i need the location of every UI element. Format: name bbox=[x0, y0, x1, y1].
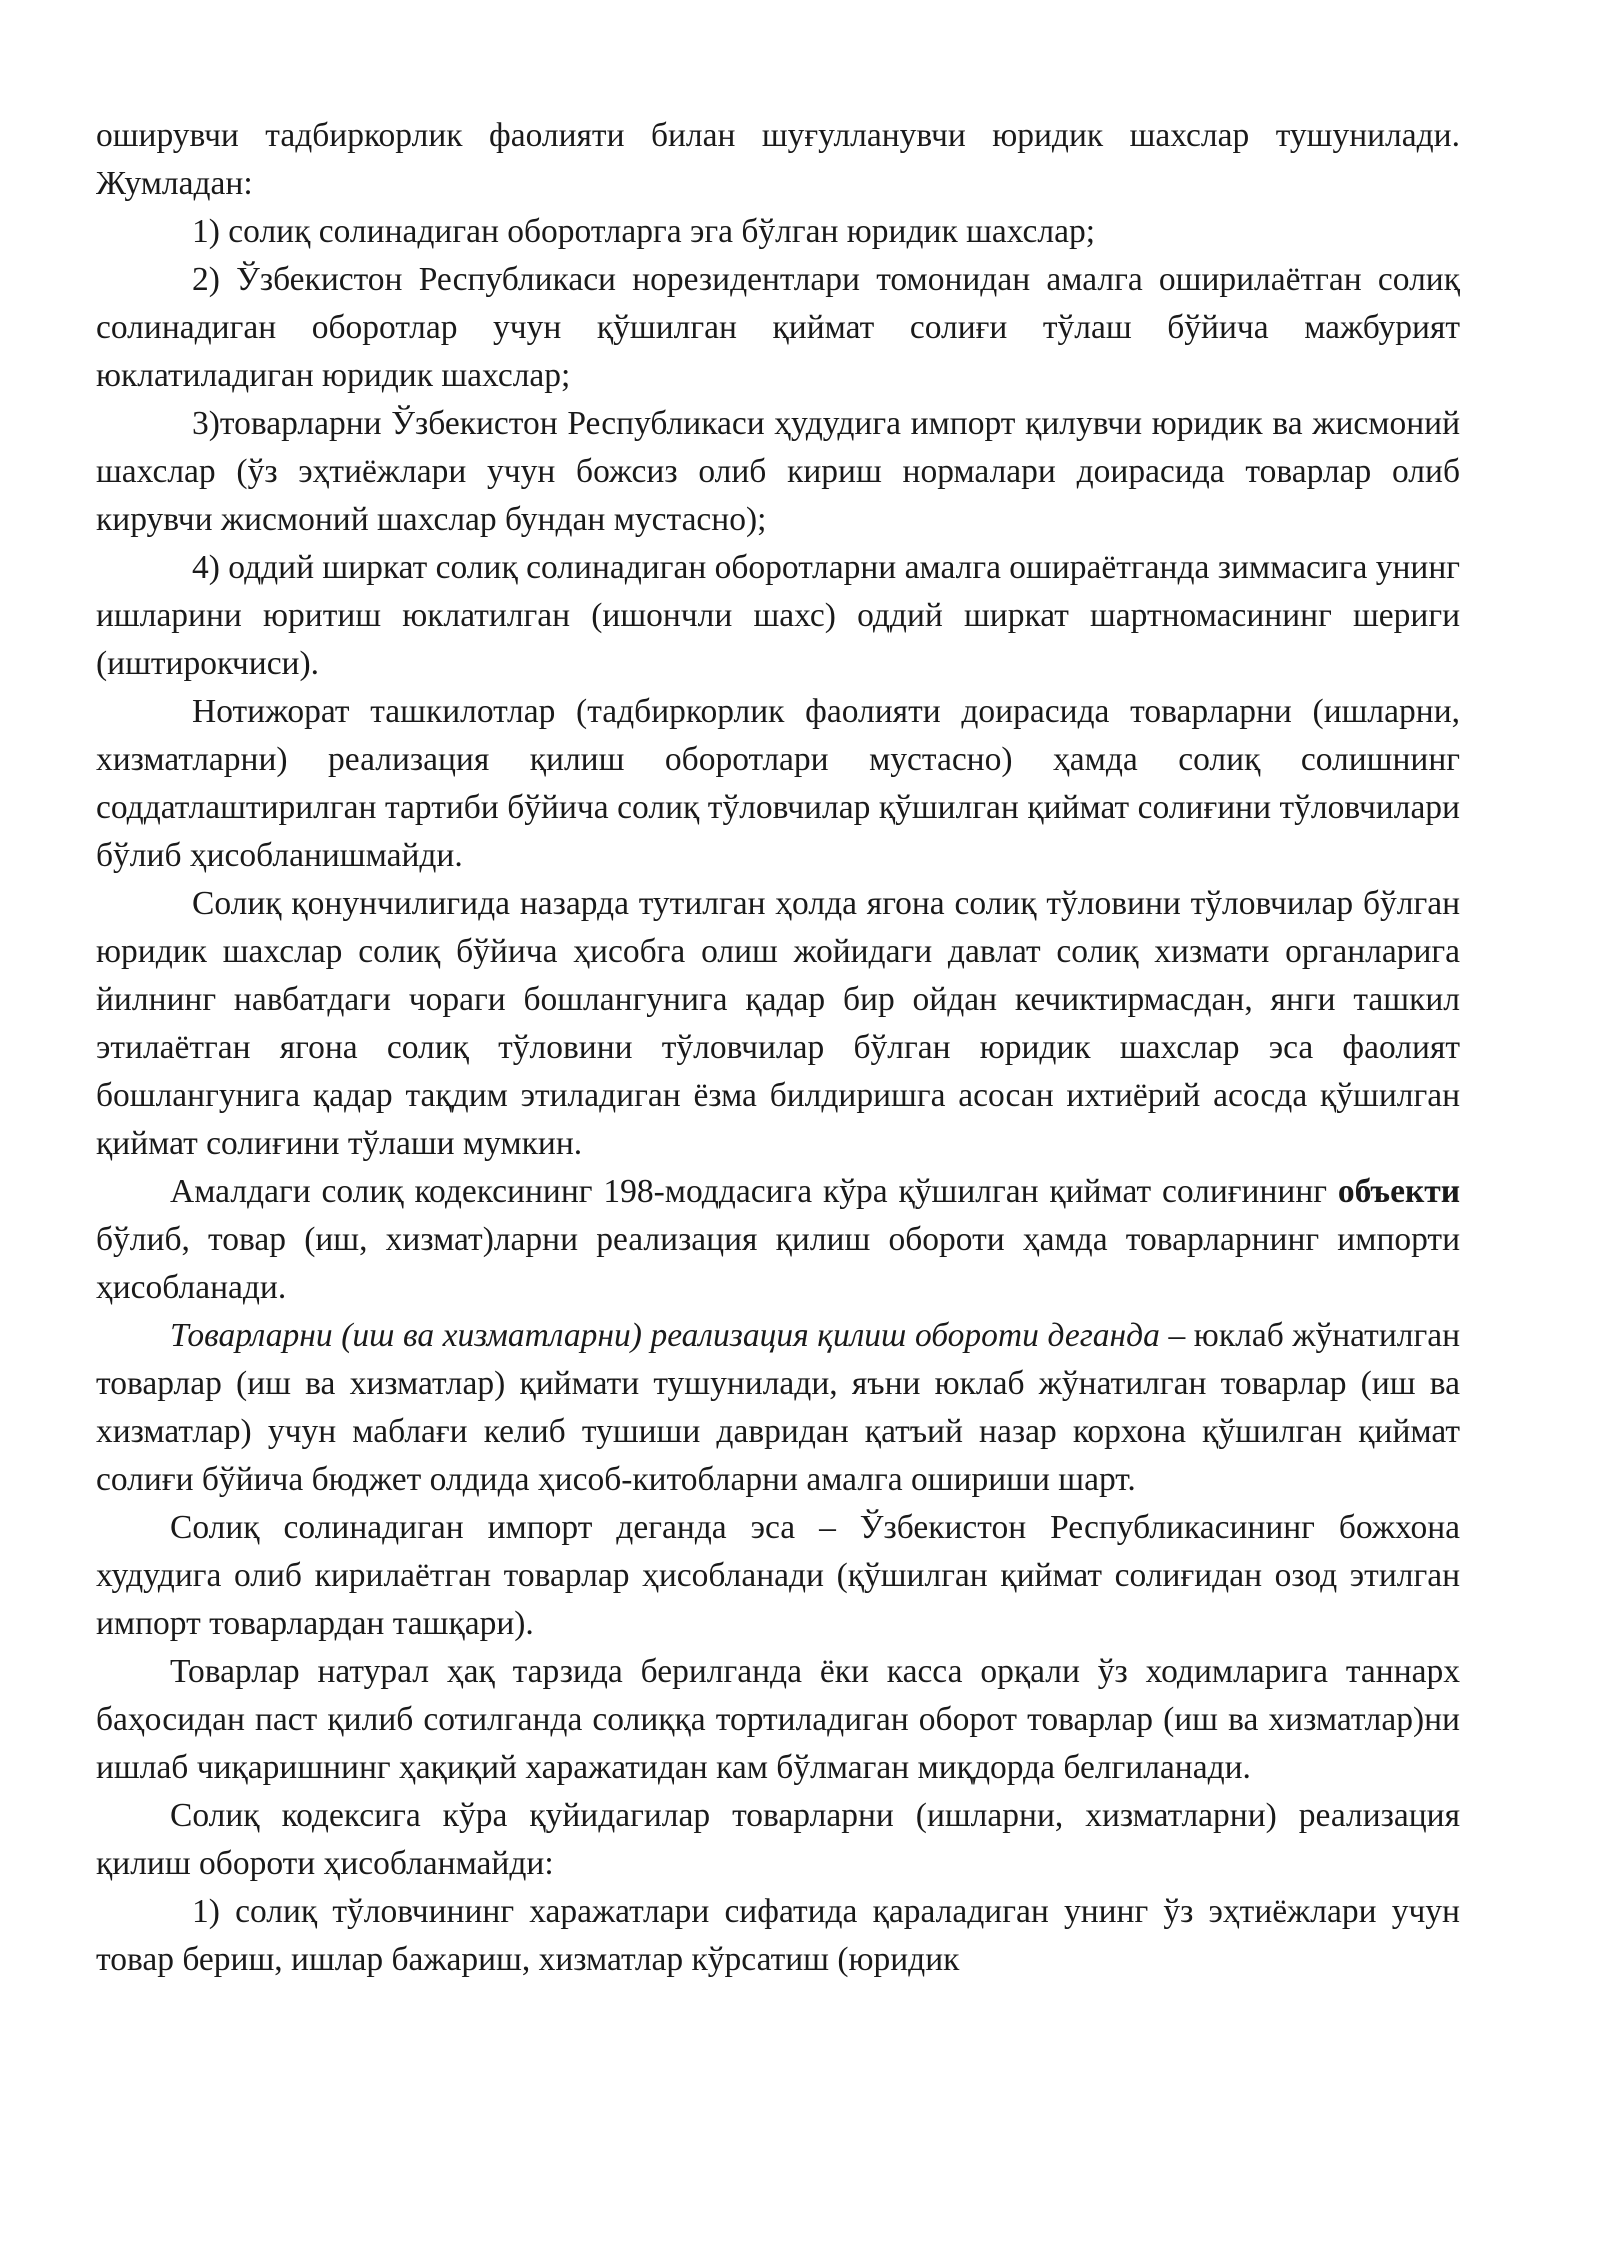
paragraph-turnover-definition bbox=[96, 1312, 1460, 1504]
list-item-4: 4) оддий ширкат солиқ солинадиган оборотларни амалга ошираётганда зиммасига унинг ишларини юритиш юклатилган (ишончли шахс) оддий ширкат шартномасининг шериги (иштирокчиси). bbox=[96, 549, 1460, 682]
paragraph-nonprofit: Нотижорат ташкилотлар (тадбиркорлик фаолияти доирасида товарларни (ишларни, хизматларни) реализация қилиш оборотлари мустасно) ҳамда солиқ солишнинг соддатлаштирилган тартиби бўйича солиқ тўловчилар қўшилган қиймат солиғини тўловчилари бўлиб ҳисобланишмайди. bbox=[96, 693, 1460, 874]
turnover-definition-text: – юклаб жўнатилган товарлар (иш ва хизматлар) қиймати тушунилади, яъни юклаб жўнатилган товарлар (иш ва хизматлар) учун маблағи келиб тушиши давридан қатъий назар корхона қўшилган қиймат солиғи бўйича бюджет олдида ҳисоб-китобларни амалга ошириши шарт. bbox=[96, 1317, 1460, 1498]
paragraph-taxable-import: Солиқ солинадиган импорт деганда эса – Ўзбекистон Республикасининг божхона худудига олиб кирилаётган товарлар ҳисобланади (қўшилган қиймат солиғидан озод этилган импорт товарлардан ташқари). bbox=[96, 1509, 1460, 1642]
tax-object-pre: Амалдаги солиқ кодексининг 198-моддасига кўра қўшилган қиймат солиғининг bbox=[170, 1173, 1338, 1210]
document-page bbox=[96, 112, 1460, 1984]
tax-object-term: объекти bbox=[1337, 1173, 1460, 1210]
list-item-3: 3)товарларни Ўзбекистон Республикаси ҳудудига импорт қилувчи юридик ва жисмоний шахслар (ўз эҳтиёжлари учун божсиз олиб кириш нормалари доирасида товарлар олиб кирувчи жисмоний шахслар бундан мустасно); bbox=[96, 405, 1460, 538]
paragraph-natural-payment: Товарлар натурал ҳақ тарзида берилганда ёки касса орқали ўз ходимларига таннарх баҳосидан паст қилиб сотилганда солиққа тортиладиган оборот товарлар (иш ва хизматлар)ни ишлаб чиқаришнинг ҳақиқий харажатидан кам бўлмаган миқдорда белгиланади. bbox=[96, 1653, 1460, 1786]
paragraph-non-turnover: Солиқ кодексига кўра қуйидагилар товарларни (ишларни, хизматларни) реализация қилиш обороти ҳисобланмайди: bbox=[96, 1797, 1460, 1882]
list-item-2: 2) Ўзбекистон Республикаси норезидентлари томонидан амалга оширилаётган солиқ солинадиган оборотлар учун қўшилган қиймат солиғи тўлаш бўйича мажбурият юклатиладиган юридик шахслар; bbox=[96, 261, 1460, 394]
list-item-1: 1) солиқ солинадиган оборотларга эга бўлган юридик шахслар; bbox=[192, 213, 1096, 250]
tax-object-post: бўлиб, товар (иш, хизмат)ларни реализация қилиш обороти ҳамда товарларнинг импорти ҳисобланади. bbox=[96, 1221, 1460, 1306]
paragraph-tax-object bbox=[96, 1168, 1460, 1312]
list-item-non-turnover-1: 1) солиқ тўловчининг харажатлари сифатида қараладиган унинг ўз эҳтиёжлари учун товар бериш, ишлар бажариш, хизматлар кўрсатиш (юридик bbox=[96, 1893, 1460, 1978]
paragraph-single-tax: Солиқ қонунчилигида назарда тутилган ҳолда ягона солиқ тўловини тўловчилар бўлган юридик шахслар солиқ бўйича ҳисобга олиш жойидаги давлат солиқ хизмати органларига йилнинг навбатдаги чораги бошлангунига қадар бир ойдан кечиктирмасдан, янги ташкил этилаётган ягона солиқ тўловини тўловчилар бўлган юридик шахслар эса фаолият бошлангунига қадар тақдим этиладиган ёзма билдиришга асосан ихтиёрий асосда қўшилган қиймат солиғини тўлаши мумкин. bbox=[96, 885, 1460, 1162]
paragraph-continuation: оширувчи тадбиркорлик фаолияти билан шуғулланувчи юридик шахслар тушунилади. Жумладан: bbox=[96, 117, 1460, 202]
turnover-term: Товарларни (иш ва хизматларни) реализация қилиш обороти деганда bbox=[170, 1317, 1160, 1354]
